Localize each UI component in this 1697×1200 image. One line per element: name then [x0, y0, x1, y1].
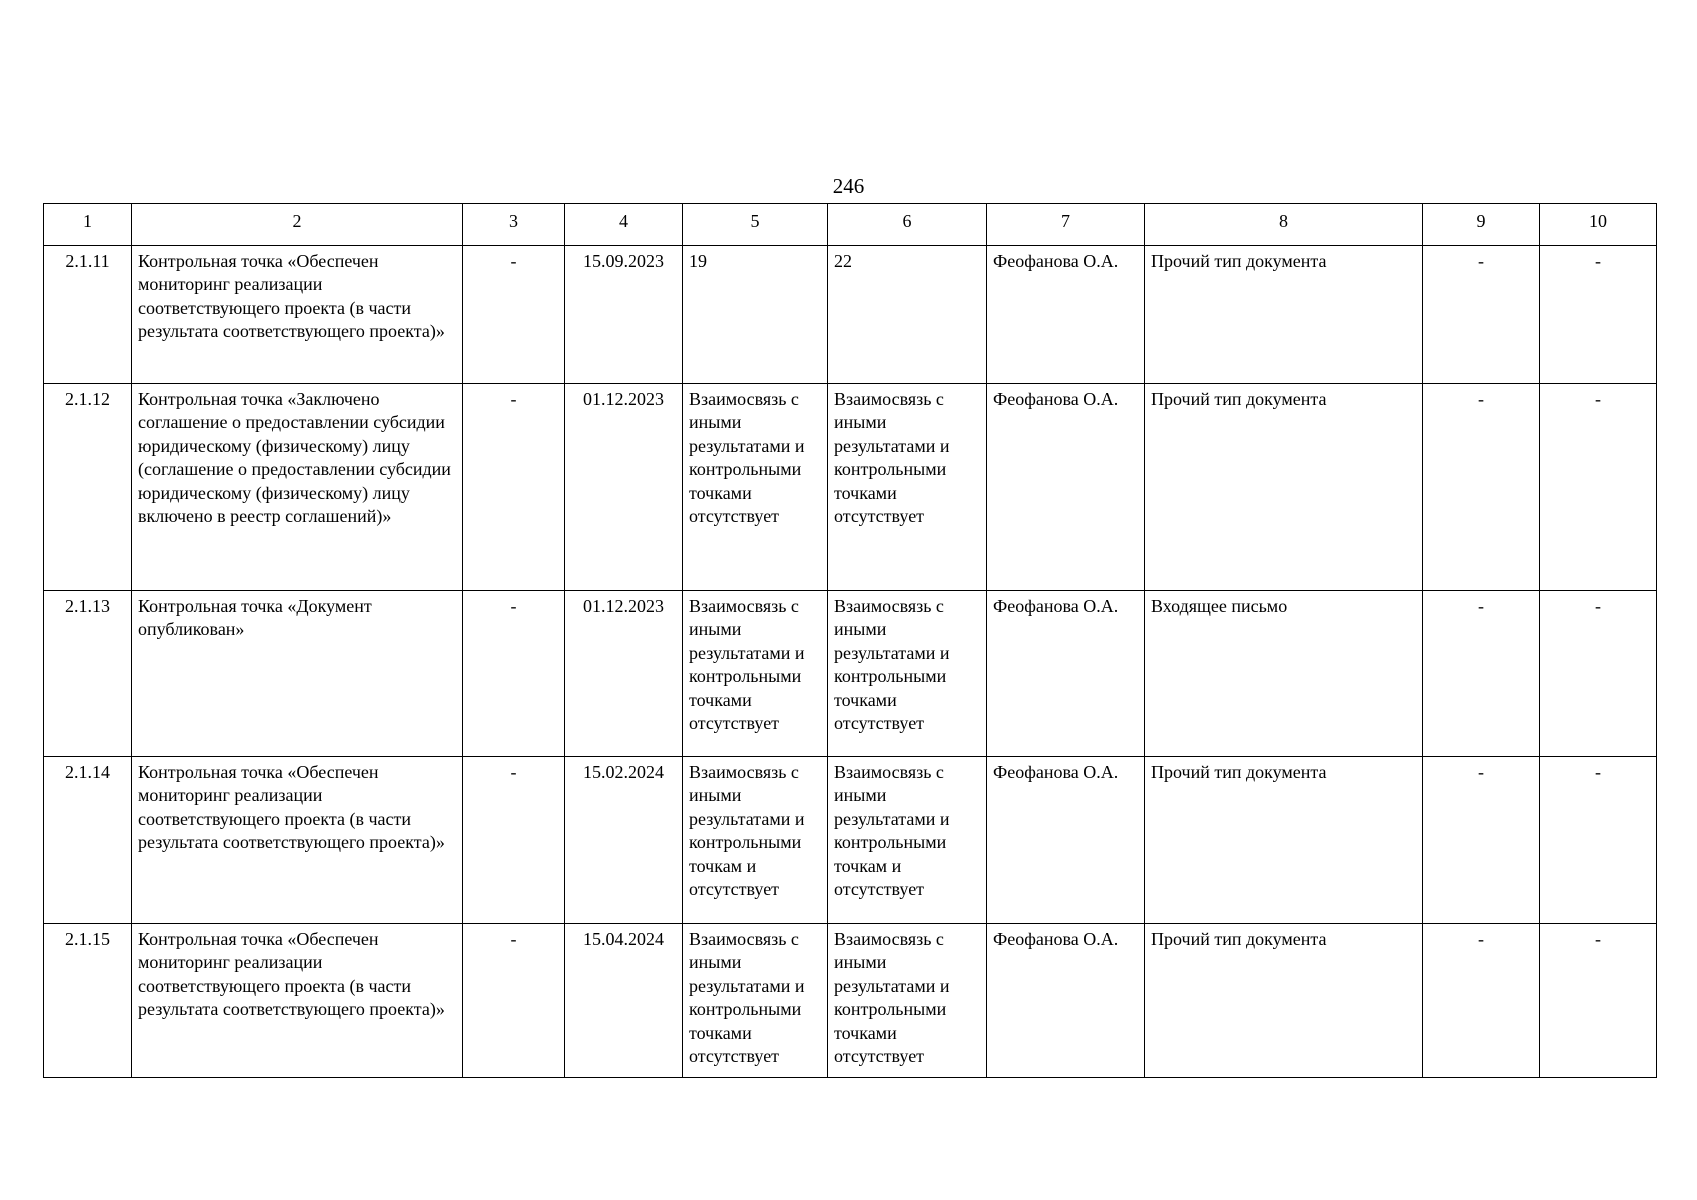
control-point-name: Контрольная точка «Заключено соглашение о предоставлении субсидии юридическому (физическому) лицу (соглашение о предоставлении субсидии юридическому (физическому) лицу включено в реестр соглашений)» — [132, 384, 463, 591]
cell-col3: - — [463, 757, 565, 924]
cell-col9: - — [1423, 757, 1540, 924]
table-row — [44, 246, 1657, 384]
table-row — [44, 384, 1657, 591]
cell-col5: 19 — [683, 246, 828, 384]
cell-col10: - — [1540, 924, 1657, 1078]
document-type: Прочий тип документа — [1145, 924, 1423, 1078]
cell-col5: Взаимосвязь с иными результатами и контрольными точками отсутствует — [683, 924, 828, 1078]
deadline-date: 15.09.2023 — [565, 246, 683, 384]
cell-col3: - — [463, 246, 565, 384]
deadline-date: 15.02.2024 — [565, 757, 683, 924]
row-number: 2.1.12 — [44, 384, 132, 591]
control-point-name: Контрольная точка «Обеспечен мониторинг реализации соответствующего проекта (в части результата соответствующего проекта)» — [132, 924, 463, 1078]
cell-col6: 22 — [828, 246, 987, 384]
document-type: Прочий тип документа — [1145, 246, 1423, 384]
control-point-name: Контрольная точка «Обеспечен мониторинг реализации соответствующего проекта (в части результата соответствующего проекта)» — [132, 757, 463, 924]
cell-col10: - — [1540, 591, 1657, 757]
row-number: 2.1.14 — [44, 757, 132, 924]
column-header: 9 — [1423, 204, 1540, 246]
deadline-date: 01.12.2023 — [565, 591, 683, 757]
cell-col5: Взаимосвязь с иными результатами и контрольными точками отсутствует — [683, 591, 828, 757]
cell-col9: - — [1423, 591, 1540, 757]
column-header: 6 — [828, 204, 987, 246]
cell-col9: - — [1423, 246, 1540, 384]
control-point-name: Контрольная точка «Документ опубликован» — [132, 591, 463, 757]
table-row — [44, 757, 1657, 924]
responsible-person: Феофанова О.А. — [987, 591, 1145, 757]
row-number: 2.1.13 — [44, 591, 132, 757]
cell-col3: - — [463, 924, 565, 1078]
column-header: 1 — [44, 204, 132, 246]
cell-col6: Взаимосвязь с иными результатами и контрольными точками отсутствует — [828, 384, 987, 591]
header-row — [44, 204, 1657, 246]
cell-col5: Взаимосвязь с иными результатами и контрольными точками отсутствует — [683, 384, 828, 591]
control-point-name: Контрольная точка «Обеспечен мониторинг реализации соответствующего проекта (в части результата соответствующего проекта)» — [132, 246, 463, 384]
cell-col9: - — [1423, 384, 1540, 591]
page-number: 246 — [832, 174, 865, 198]
deadline-date: 01.12.2023 — [565, 384, 683, 591]
row-number: 2.1.15 — [44, 924, 132, 1078]
column-header: 4 — [565, 204, 683, 246]
cell-col10: - — [1540, 384, 1657, 591]
cell-col3: - — [463, 591, 565, 757]
cell-col10: - — [1540, 246, 1657, 384]
table-row — [44, 924, 1657, 1078]
responsible-person: Феофанова О.А. — [987, 384, 1145, 591]
cell-col6: Взаимосвязь с иными результатами и контрольными точкам и отсутствует — [828, 757, 987, 924]
column-header: 5 — [683, 204, 828, 246]
cell-col3: - — [463, 384, 565, 591]
document-type: Прочий тип документа — [1145, 757, 1423, 924]
column-header: 7 — [987, 204, 1145, 246]
row-number: 2.1.11 — [44, 246, 132, 384]
column-header: 3 — [463, 204, 565, 246]
responsible-person: Феофанова О.А. — [987, 246, 1145, 384]
column-header: 2 — [132, 204, 463, 246]
cell-col9: - — [1423, 924, 1540, 1078]
control-points-table — [43, 203, 1657, 1078]
cell-col5: Взаимосвязь с иными результатами и контрольными точкам и отсутствует — [683, 757, 828, 924]
responsible-person: Феофанова О.А. — [987, 924, 1145, 1078]
document-type: Входящее письмо — [1145, 591, 1423, 757]
cell-col6: Взаимосвязь с иными результатами и контрольными точками отсутствует — [828, 924, 987, 1078]
deadline-date: 15.04.2024 — [565, 924, 683, 1078]
column-header: 10 — [1540, 204, 1657, 246]
cell-col6: Взаимосвязь с иными результатами и контрольными точками отсутствует — [828, 591, 987, 757]
responsible-person: Феофанова О.А. — [987, 757, 1145, 924]
document-type: Прочий тип документа — [1145, 384, 1423, 591]
column-header: 8 — [1145, 204, 1423, 246]
cell-col10: - — [1540, 757, 1657, 924]
table-row — [44, 591, 1657, 757]
